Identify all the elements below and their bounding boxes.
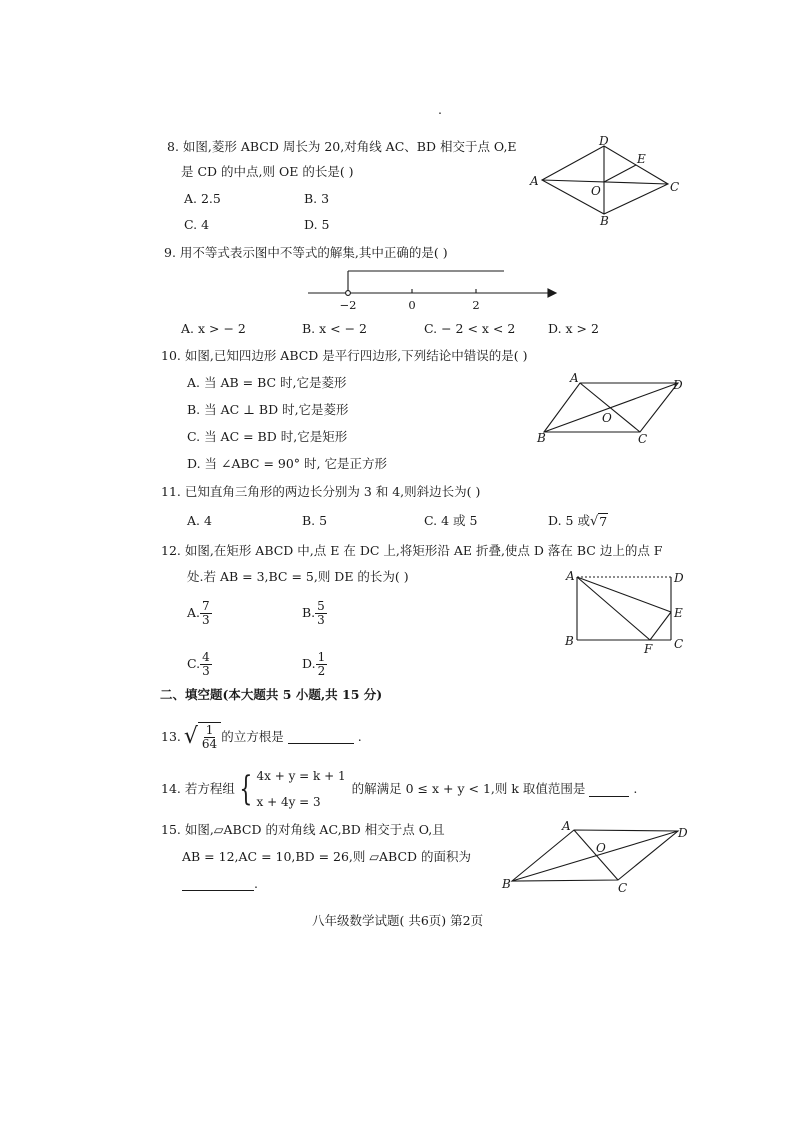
q13-answer-blank[interactable] <box>288 729 354 744</box>
label-d: D <box>674 571 684 585</box>
q8-option-c: C. 4 <box>184 217 210 232</box>
q12-option-c-fraction: $\frac{4}{3}$ <box>202 650 210 678</box>
q12-stem-line1: 12. 如图,在矩形 ABCD 中,点 E 在 DC 上,将矩形沿 AE 折叠,使点 D 落在 BC 边上的点 F <box>161 543 663 558</box>
q10-parallelogram-figure <box>532 370 692 446</box>
q13-end: . <box>357 728 362 744</box>
q11-radicand: 7 <box>599 514 608 529</box>
q15-end: . <box>254 876 258 891</box>
segment-af <box>577 577 650 640</box>
q15-line1: 15. 如图,▱ABCD 的对角线 AC,BD 相交于点 O,且 <box>161 822 445 837</box>
label-b: B <box>565 634 574 648</box>
q9-stem: 9. 用不等式表示图中不等式的解集,其中正确的是( ) <box>164 245 448 260</box>
q14 <box>161 768 637 810</box>
label-c: C <box>638 432 648 446</box>
q12-option-d: D. $\frac{1}{2}$ <box>302 650 326 678</box>
label-d: D <box>673 378 683 392</box>
q13-sqrt-fraction: √ $\frac{1}{64}$ <box>184 722 221 751</box>
q12-rectangle-figure <box>560 566 690 658</box>
label-o: O <box>591 184 601 198</box>
tick-label-2: 2 <box>472 298 480 312</box>
label-d: D <box>599 134 609 148</box>
label-b: B <box>600 214 609 228</box>
label-o: O <box>602 411 612 425</box>
segment-fe <box>650 612 671 640</box>
tick-label-neg2: −2 <box>339 298 357 312</box>
label-e: E <box>637 152 646 166</box>
q9-option-b: B. x < − 2 <box>302 321 368 336</box>
q13-denominator: 64 <box>201 737 218 751</box>
label-d: D <box>678 826 688 840</box>
label-a: A <box>562 819 571 833</box>
q14-end: . <box>633 781 638 796</box>
q11-stem: 11. 已知直角三角形的两边长分别为 3 和 4,则斜边长为( ) <box>161 484 481 499</box>
q14-prefix: 14. 若方程组 <box>161 781 235 796</box>
q12-option-a: A. $\frac{7}{3}$ <box>187 599 210 627</box>
q15-parallelogram-figure <box>498 818 694 896</box>
page-mark: . <box>438 102 442 117</box>
q12-option-c: C. $\frac{4}{3}$ <box>187 650 210 678</box>
q8-stem-line2: 是 CD 的中点,则 OE 的长是( ) <box>181 164 354 179</box>
q14-eq1: 4x + y = k + 1 <box>256 769 346 783</box>
q8-option-a: A. 2.5 <box>184 191 221 206</box>
rhombus-outline <box>542 146 668 214</box>
q11-option-d <box>548 513 608 530</box>
q10-option-c: C. 当 AC = BD 时,它是矩形 <box>187 429 348 444</box>
page-footer: 八年级数学试题( 共6页) 第2页 <box>312 913 484 928</box>
q14-answer-blank[interactable] <box>589 782 629 797</box>
label-c: C <box>618 881 628 895</box>
label-a: A <box>530 174 539 188</box>
q14-equation-system: { 4x + y = k + 1 x + 4y = 3 <box>239 769 346 809</box>
label-e: E <box>674 606 683 620</box>
q8-option-b: B. 3 <box>304 191 330 206</box>
q10-option-b: B. 当 AC ⊥ BD 时,它是菱形 <box>187 402 349 417</box>
label-a: A <box>566 569 575 583</box>
q9-option-c: C. − 2 < x < 2 <box>424 321 516 336</box>
diagonal-ac <box>574 830 618 880</box>
label-a: A <box>570 371 579 385</box>
label-f: F <box>644 642 653 656</box>
q14-text: 的解满足 0 ≤ x + y < 1,则 k 取值范围是 <box>351 781 586 796</box>
q12-option-a-fraction: $\frac{7}{3}$ <box>202 599 210 627</box>
q8-option-d: D. 5 <box>304 217 330 232</box>
open-point <box>346 291 351 296</box>
q13-text: 的立方根是 <box>221 728 284 744</box>
q9-number-line-figure <box>300 265 560 315</box>
q11-option-b: B. 5 <box>302 513 328 528</box>
q9-option-a: A. x > − 2 <box>181 321 246 336</box>
q11-option-d-text: D. 5 或 <box>548 513 590 528</box>
q15-answer-blank[interactable] <box>182 876 254 891</box>
label-b: B <box>537 431 546 445</box>
q12-stem-line2: 处.若 AB = 3,BC = 5,则 DE 的长为( ) <box>187 569 409 584</box>
label-b: B <box>502 877 511 891</box>
q14-eq2: x + 4y = 3 <box>256 795 321 809</box>
label-o: O <box>596 841 606 855</box>
axis-arrow <box>548 289 556 297</box>
q10-option-d: D. 当 ∠ABC = 90° 时, 它是正方形 <box>187 456 387 471</box>
q15-line3 <box>182 876 258 892</box>
fold-line-ae <box>577 577 671 612</box>
q11-option-c: C. 4 或 5 <box>424 513 478 528</box>
tick-label-0: 0 <box>408 298 416 312</box>
q10-option-a: A. 当 AB = BC 时,它是菱形 <box>187 375 347 390</box>
q13-numerator: 1 <box>205 723 214 737</box>
q15-line2: AB = 12,AC = 10,BD = 26,则 ▱ABCD 的面积为 <box>182 849 472 864</box>
label-c: C <box>674 637 684 651</box>
q12-option-b: B. $\frac{5}{3}$ <box>302 599 325 627</box>
q13 <box>161 722 362 751</box>
q12-option-b-fraction: $\frac{5}{3}$ <box>317 599 325 627</box>
q11-sqrt: √ 7 <box>589 513 608 529</box>
section2-title: 二、填空题(本大题共 5 小题,共 15 分) <box>160 687 383 702</box>
q13-number: 13. <box>161 728 181 744</box>
segment-oe <box>604 165 636 182</box>
q9-option-d: D. x > 2 <box>548 321 599 336</box>
diagonal-bd <box>512 831 678 881</box>
q11-option-a: A. 4 <box>187 513 212 528</box>
q12-option-d-fraction: $\frac{1}{2}$ <box>317 650 326 678</box>
q8-rhombus-figure <box>528 134 688 230</box>
q8-stem-line1: 8. 如图,菱形 ABCD 周长为 20,对角线 AC、BD 相交于点 O,E <box>167 139 517 154</box>
q10-stem: 10. 如图,已知四边形 ABCD 是平行四边形,下列结论中错误的是( ) <box>161 348 528 363</box>
label-c: C <box>670 180 680 194</box>
